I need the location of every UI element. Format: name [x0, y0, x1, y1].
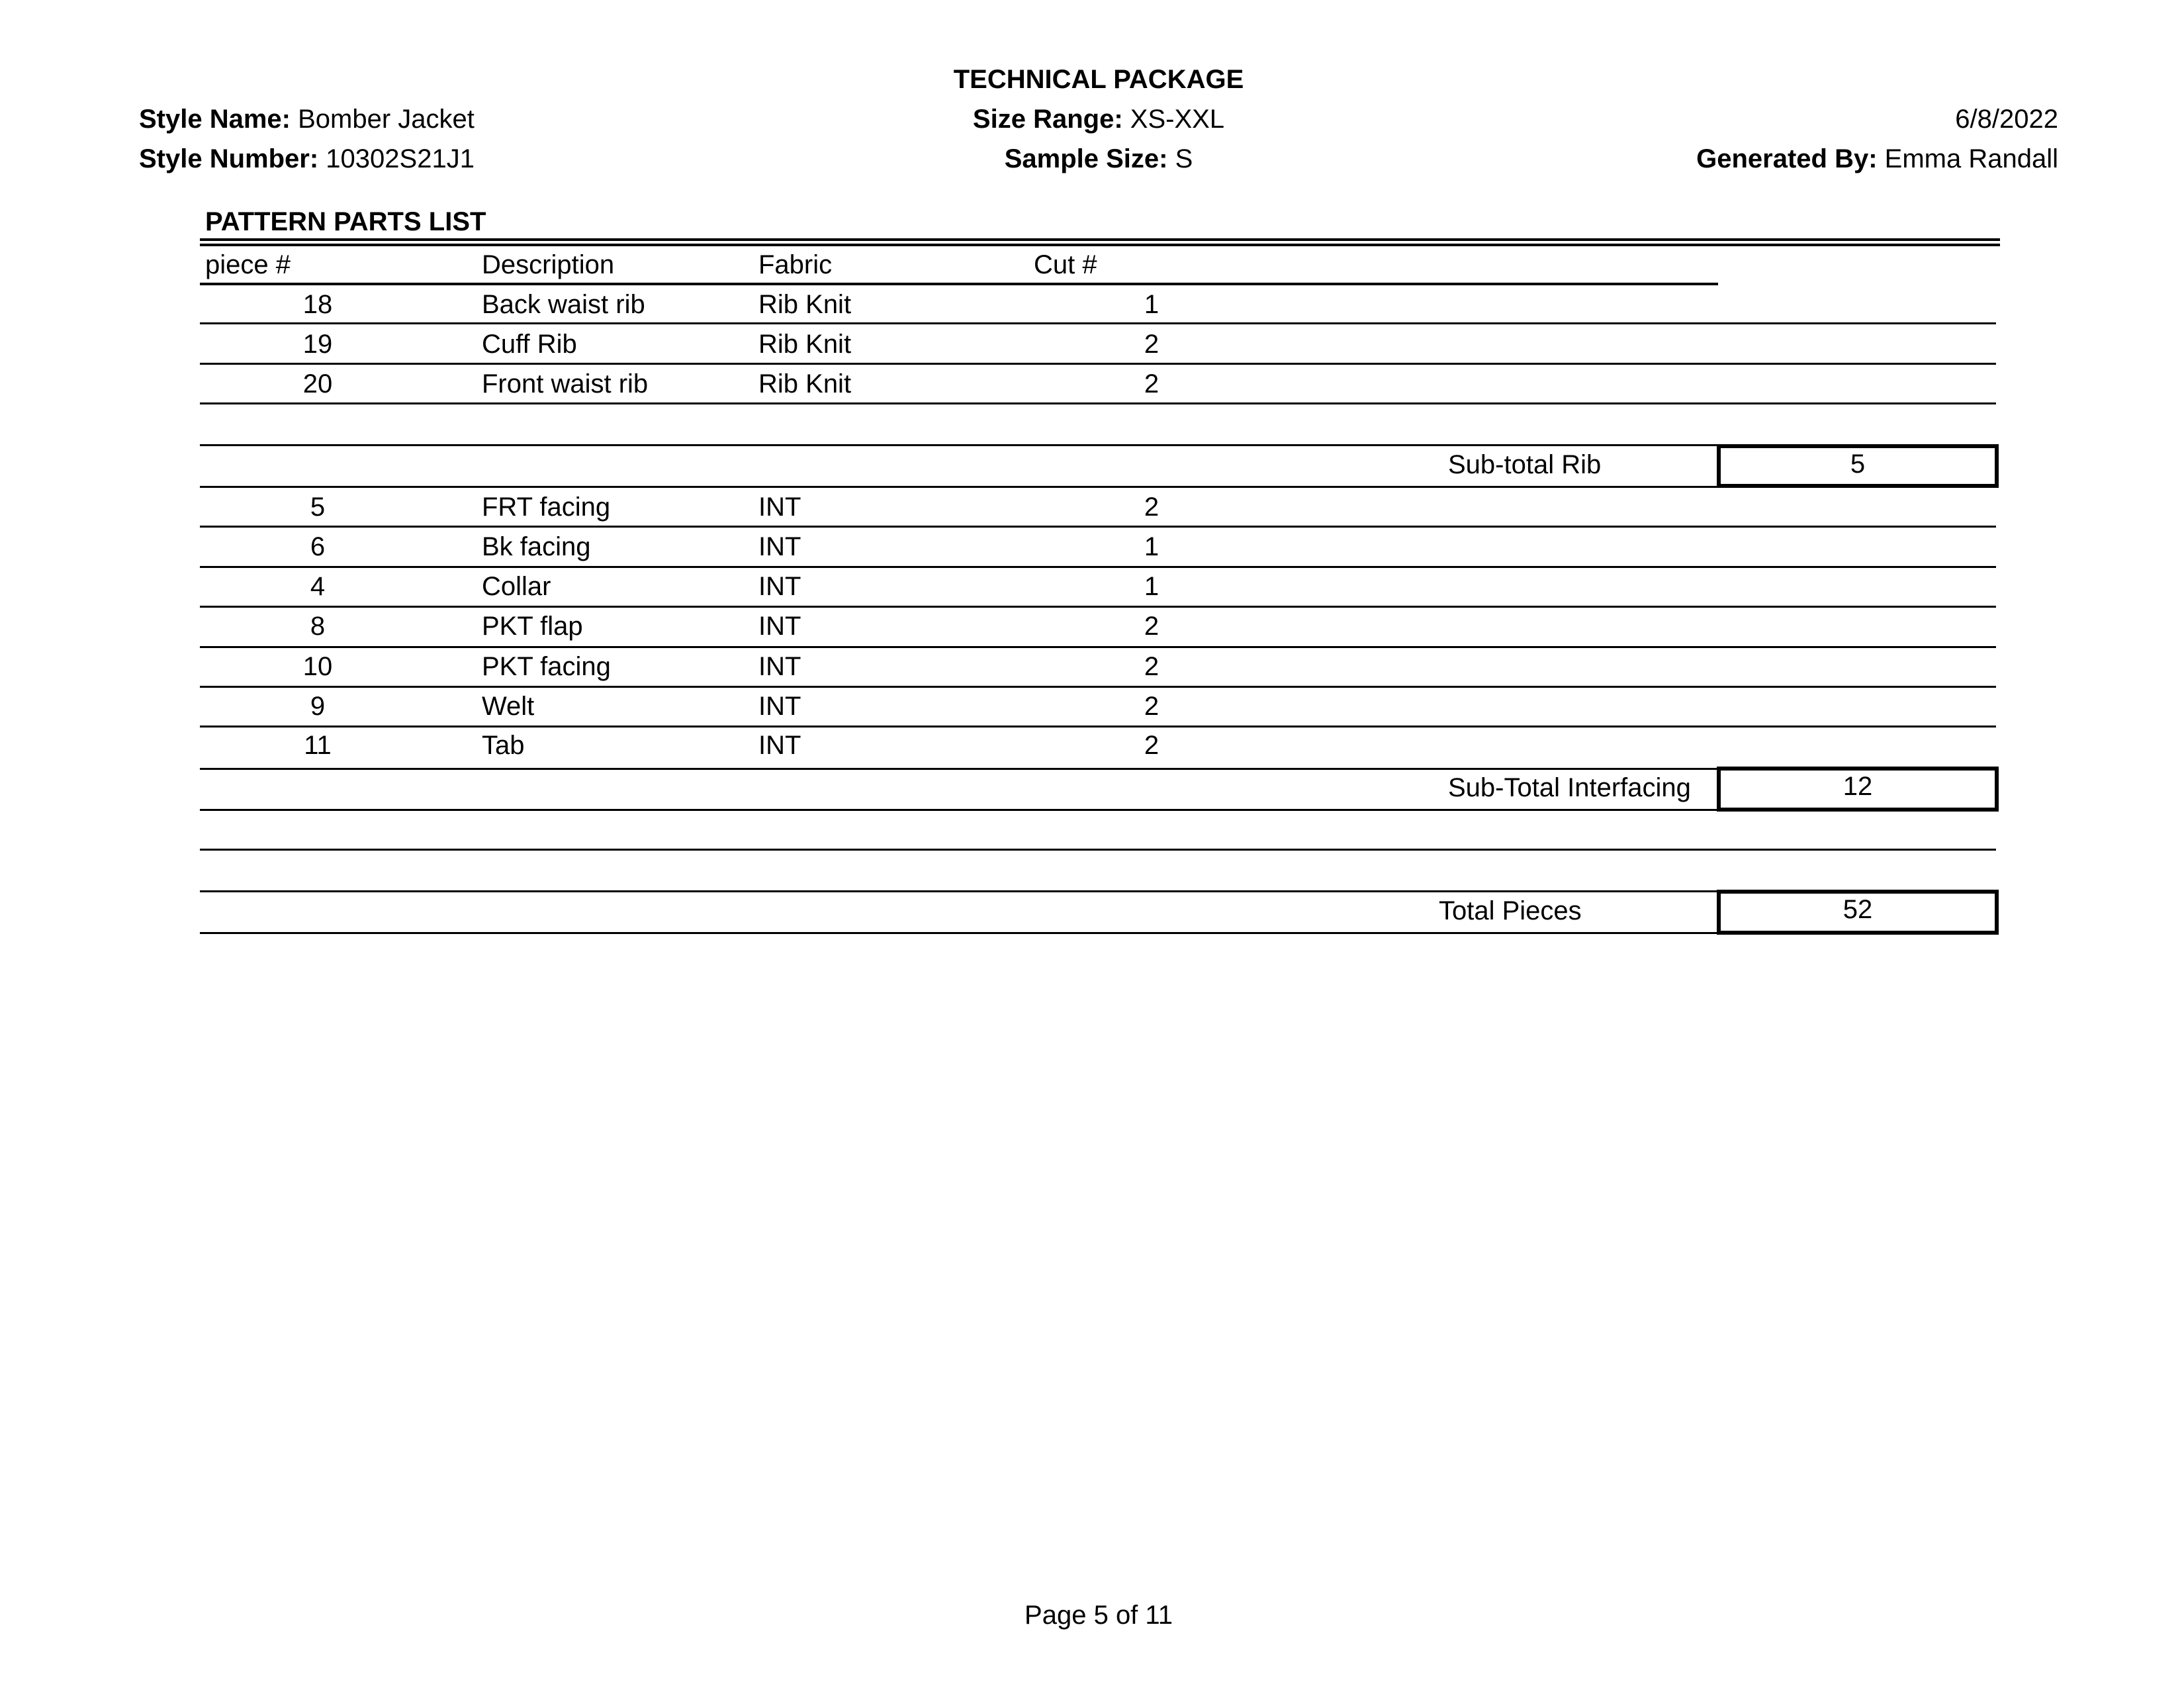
- total-pieces-box: [1717, 890, 1999, 935]
- style-number: [139, 146, 475, 172]
- table-cell-fabric: INT: [758, 652, 801, 681]
- doc-title: TECHNICAL PACKAGE: [953, 65, 1244, 94]
- section-double-rule-bottom: [200, 244, 2000, 246]
- subtotal-interfacing-label: Sub-Total Interfacing: [1448, 773, 1691, 802]
- col-header-piece: piece #: [205, 250, 291, 279]
- table-cell-fabric: Rib Knit: [758, 369, 852, 399]
- total-pieces-label: Total Pieces: [1439, 896, 1582, 925]
- style-number-value: 10302S21J1: [326, 144, 475, 173]
- table-cell-fabric: Rib Knit: [758, 330, 852, 359]
- total-pieces-value: 52: [1843, 895, 1873, 924]
- table-cell-cut: 2: [1144, 652, 1160, 681]
- row-rule: [200, 566, 1996, 568]
- table-cell-piece: 6: [310, 532, 326, 561]
- table-cell-fabric: INT: [758, 692, 801, 721]
- row-rule: [200, 363, 1996, 365]
- style-name-label: Style Name:: [139, 105, 291, 134]
- table-cell-cut: 1: [1144, 532, 1160, 561]
- doc-date: 6/8/2022: [1955, 105, 2058, 134]
- table-cell-piece: 11: [304, 731, 332, 760]
- table-cell-fabric: INT: [758, 532, 801, 561]
- generated-by-value: Emma Randall: [1884, 144, 2058, 173]
- sample-size-label: Sample Size:: [1004, 144, 1168, 173]
- table-cell-fabric: Rib Knit: [758, 290, 852, 319]
- row-rule: [200, 809, 1718, 811]
- table-cell-cut: 1: [1144, 572, 1160, 601]
- table-cell-cut: 1: [1144, 290, 1160, 319]
- row-rule: [200, 726, 1996, 727]
- row-rule: [200, 890, 1718, 892]
- table-cell-cut: 2: [1144, 731, 1160, 760]
- subtotal-interfacing-box: [1717, 767, 1999, 812]
- row-rule: [200, 646, 1996, 648]
- generated-by: [1696, 146, 2058, 172]
- table-cell-piece: 5: [310, 492, 326, 522]
- table-cell-description: Bk facing: [482, 532, 591, 561]
- style-name-value: Bomber Jacket: [298, 105, 475, 134]
- size-range-label: Size Range:: [972, 105, 1123, 134]
- subtotal-rib-box: [1717, 444, 1999, 488]
- header-rule: [200, 283, 1718, 285]
- table-cell-piece: 4: [310, 572, 326, 601]
- subtotal-rib-value: 5: [1850, 449, 1866, 479]
- sample-size: [860, 146, 1337, 172]
- row-rule: [200, 322, 1996, 324]
- table-cell-description: Collar: [482, 572, 551, 601]
- col-header-cut: Cut #: [1034, 250, 1097, 279]
- table-cell-fabric: INT: [758, 612, 801, 641]
- row-rule: [200, 526, 1996, 528]
- col-header-fabric: Fabric: [758, 250, 833, 279]
- style-number-label: Style Number:: [139, 144, 319, 173]
- size-range: [860, 106, 1337, 132]
- subtotal-rib-label: Sub-total Rib: [1448, 450, 1602, 479]
- table-cell-description: PKT facing: [482, 652, 611, 681]
- row-rule: [200, 686, 1996, 688]
- table-cell-description: Front waist rib: [482, 369, 649, 399]
- generated-by-label: Generated By:: [1696, 144, 1878, 173]
- style-name: [139, 106, 475, 132]
- table-cell-piece: 10: [302, 652, 333, 681]
- table-cell-fabric: INT: [758, 492, 801, 522]
- table-cell-cut: 2: [1144, 492, 1160, 522]
- row-rule: [200, 932, 1718, 934]
- table-cell-cut: 2: [1144, 612, 1160, 641]
- table-cell-description: FRT facing: [482, 492, 611, 522]
- table-cell-piece: 19: [302, 330, 333, 359]
- row-rule: [200, 402, 1996, 404]
- row-rule: [200, 768, 1718, 770]
- table-cell-fabric: INT: [758, 731, 801, 760]
- table-cell-cut: 2: [1144, 369, 1160, 399]
- section-title: PATTERN PARTS LIST: [205, 207, 486, 236]
- row-rule: [200, 606, 1996, 608]
- table-cell-cut: 2: [1144, 330, 1160, 359]
- table-cell-piece: 9: [310, 692, 326, 721]
- subtotal-interfacing-value: 12: [1843, 772, 1873, 801]
- table-cell-description: Back waist rib: [482, 290, 645, 319]
- size-range-value: XS-XXL: [1130, 105, 1225, 134]
- sample-size-value: S: [1175, 144, 1193, 173]
- table-cell-piece: 18: [302, 290, 333, 319]
- row-rule: [200, 849, 1996, 851]
- table-cell-piece: 20: [302, 369, 333, 399]
- section-double-rule-top: [200, 238, 2000, 241]
- table-cell-description: Tab: [482, 731, 525, 760]
- table-cell-description: Welt: [482, 692, 535, 721]
- table-cell-description: Cuff Rib: [482, 330, 577, 359]
- table-cell-piece: 8: [310, 612, 326, 641]
- page-number: Page 5 of 11: [1024, 1601, 1173, 1630]
- row-rule: [200, 486, 1718, 488]
- col-header-description: Description: [482, 250, 615, 279]
- table-cell-description: PKT flap: [482, 612, 583, 641]
- table-cell-fabric: INT: [758, 572, 801, 601]
- table-cell-cut: 2: [1144, 692, 1160, 721]
